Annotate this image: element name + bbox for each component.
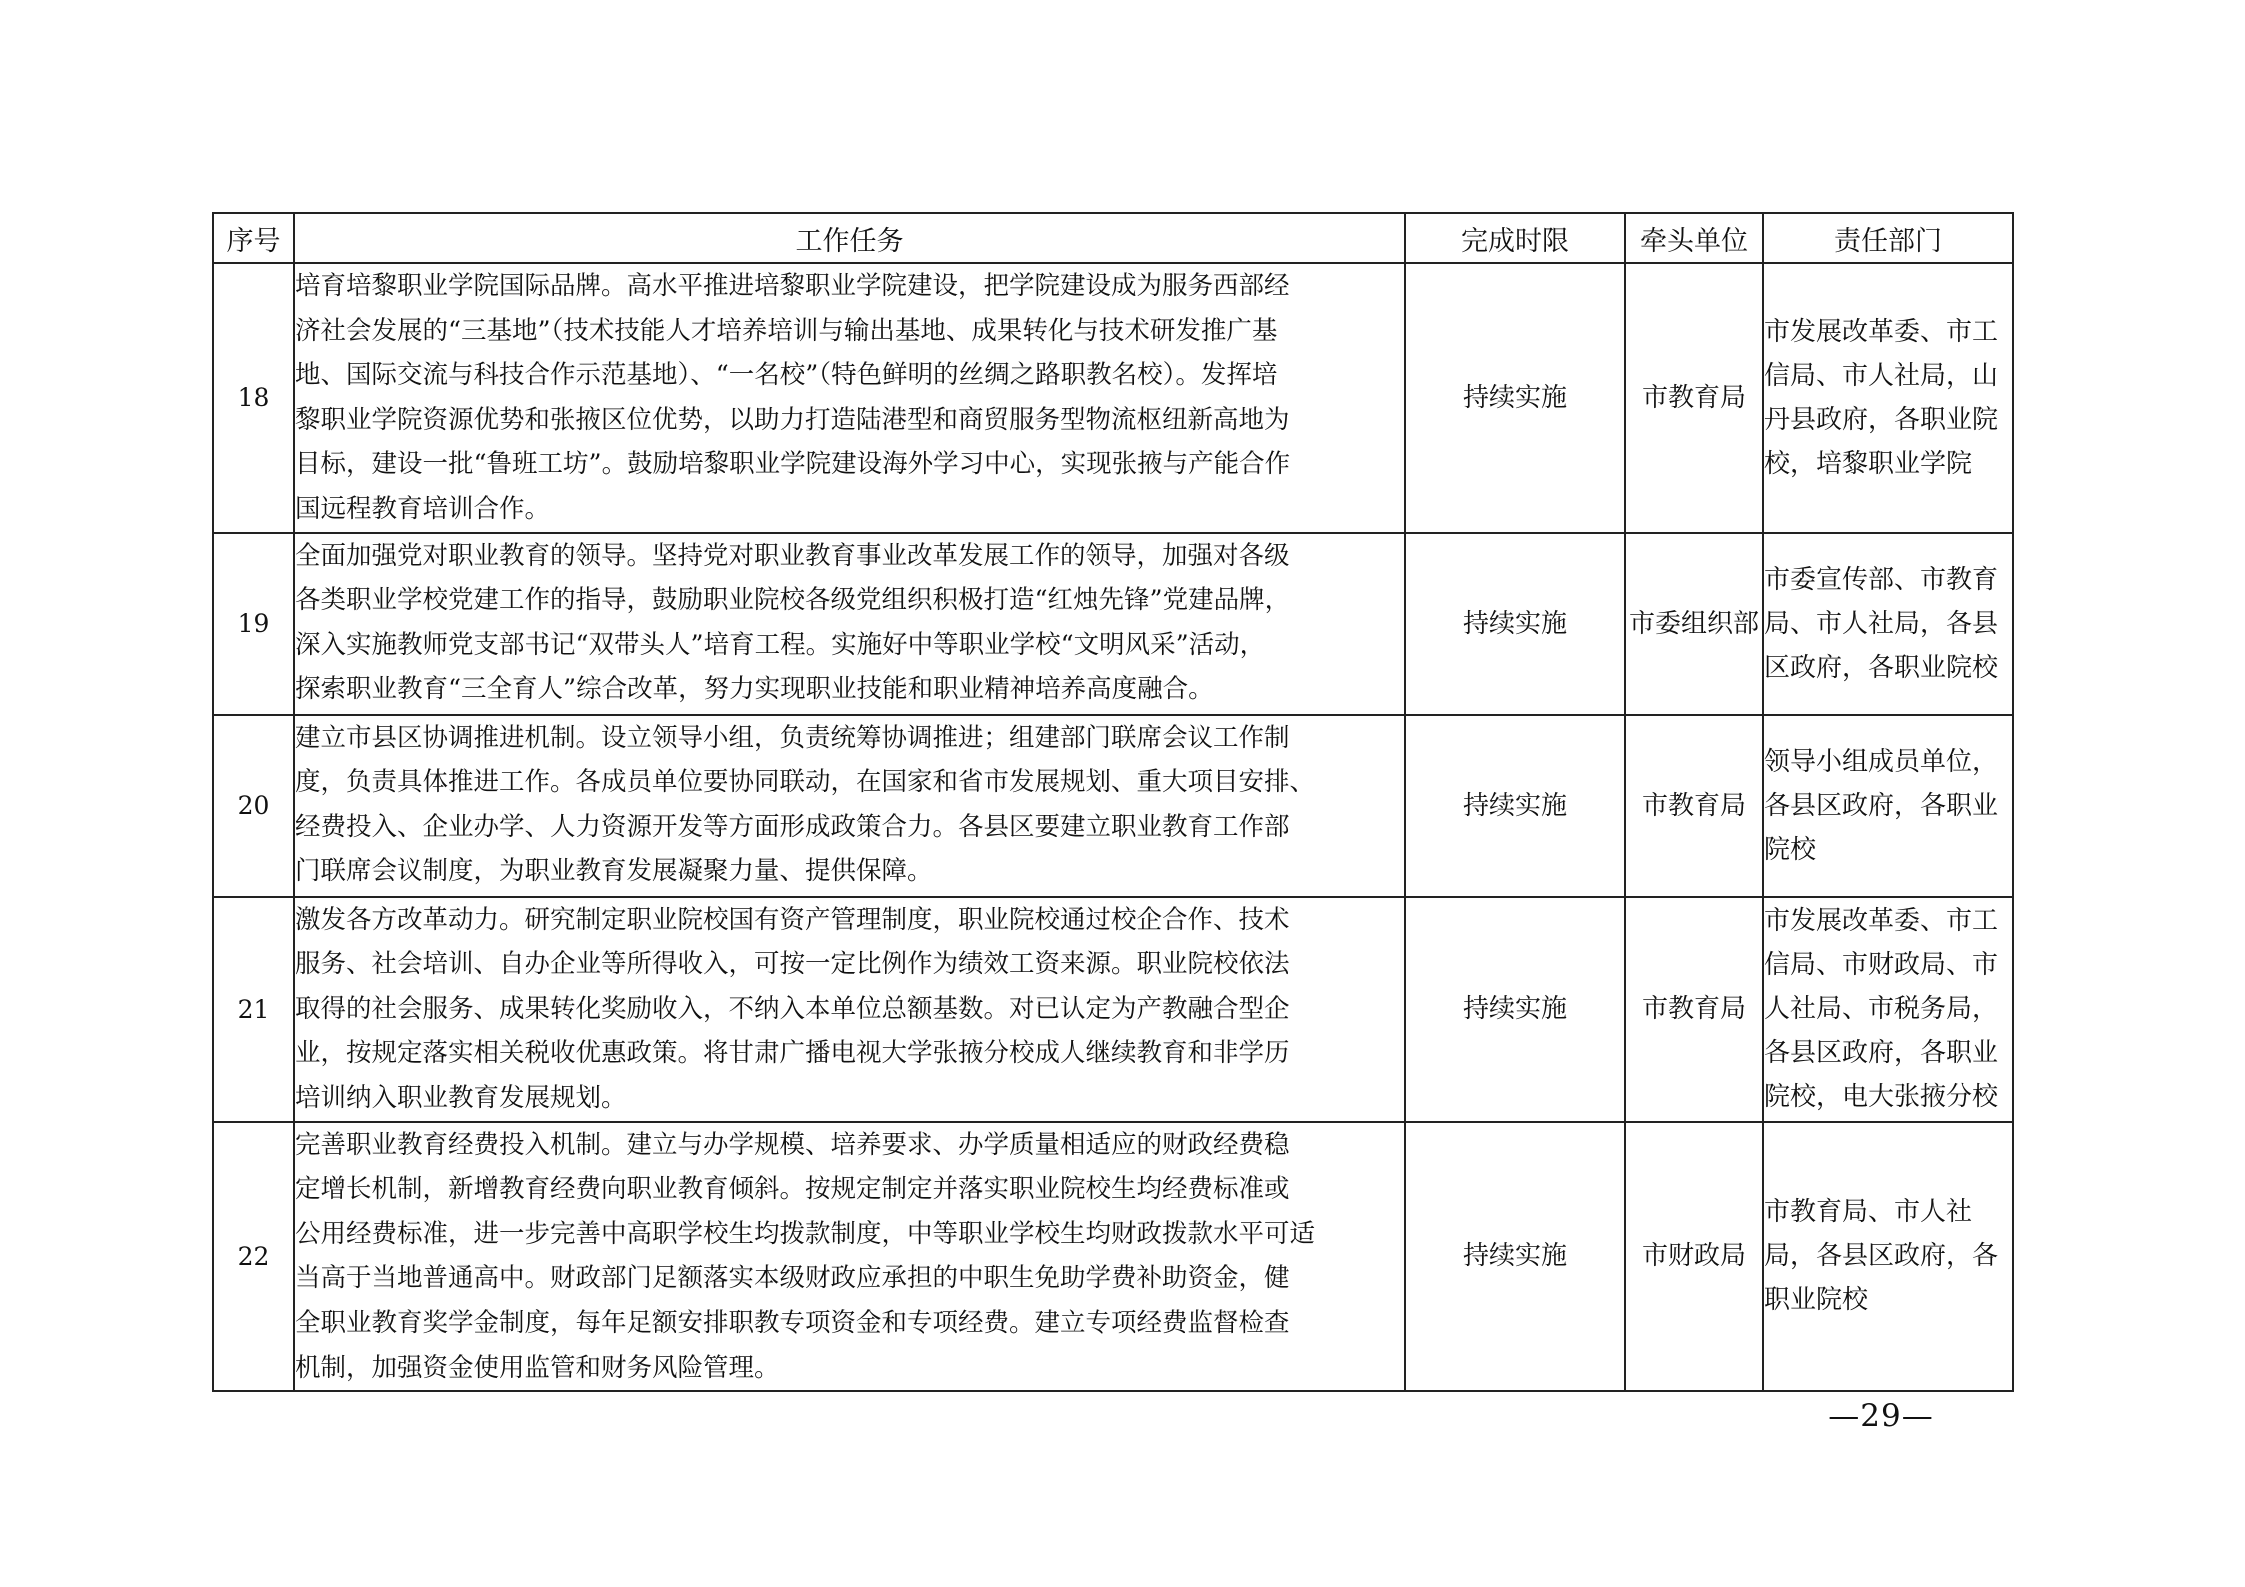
header-deadline: 完成时限 xyxy=(1405,213,1625,263)
row-deadline: 持续实施 xyxy=(1405,897,1625,1122)
row-lead-unit: 市教育局 xyxy=(1625,897,1763,1122)
row-lead-unit: 市教育局 xyxy=(1625,715,1763,897)
row-responsible-dept: 市委宣传部、市教育 局、市人社局，各县 区政府，各职业院校 xyxy=(1763,533,2013,715)
table-row xyxy=(213,897,2013,1122)
table-row xyxy=(213,533,2013,715)
row-seq: 19 xyxy=(213,533,294,715)
row-responsible-dept: 市教育局、市人社 局，各县区政府，各 职业院校 xyxy=(1763,1122,2013,1392)
row-seq: 20 xyxy=(213,715,294,897)
table-row xyxy=(213,715,2013,897)
task-table xyxy=(212,212,2014,1392)
row-deadline: 持续实施 xyxy=(1405,533,1625,715)
row-task: 激发各方改革动力。研究制定职业院校国有资产管理制度，职业院校通过校企合作、技术 服务、社会培训、自办企业等所得收入，可按一定比例作为绩效工资来源。职业院校依法 取得的社会服务、成果转化奖励收入，不纳入本单位总额基数。对已认定为产教融合型企 业，按规定落实相关税收优惠政策。将甘肃广播电视大学张掖分校成人继续教育和非学历 培训纳入职业教育发展规划。 xyxy=(294,897,1405,1122)
row-responsible-dept: 领导小组成员单位， 各县区政府，各职业 院校 xyxy=(1763,715,2013,897)
row-task: 建立市县区协调推进机制。设立领导小组，负责统筹协调推进；组建部门联席会议工作制 度，负责具体推进工作。各成员单位要协同联动，在国家和省市发展规划、重大项目安排、 经费投入、企业办学、人力资源开发等方面形成政策合力。各县区要建立职业教育工作部 门联席会议制度，为职业教育发展凝聚力量、提供保障。 xyxy=(294,715,1405,897)
header-lead-unit: 牵头单位 xyxy=(1625,213,1763,263)
row-task: 全面加强党对职业教育的领导。坚持党对职业教育事业改革发展工作的领导，加强对各级 各类职业学校党建工作的指导，鼓励职业院校各级党组织积极打造“红烛先锋”党建品牌， 深入实施教师党支部书记“双带头人”培育工程。实施好中等职业学校“文明风采”活动， 探索职业教育“三全育人”综合改革，努力实现职业技能和职业精神培养高度融合。 xyxy=(294,533,1405,715)
table-header-row xyxy=(213,213,2013,263)
row-task: 培育培黎职业学院国际品牌。高水平推进培黎职业学院建设，把学院建设成为服务西部经 济社会发展的“三基地”（技术技能人才培养培训与输出基地、成果转化与技术研发推广基 地、国际交流与科技合作示范基地）、“一名校”（特色鲜明的丝绸之路职教名校）。发挥培 黎职业学院资源优势和张掖区位优势，以助力打造陆港型和商贸服务型物流枢纽新高地为 目标，建设一批“鲁班工坊”。鼓励培黎职业学院建设海外学习中心，实现张掖与产能合作 国远程教育培训合作。 xyxy=(294,263,1405,533)
row-deadline: 持续实施 xyxy=(1405,263,1625,533)
page-number: —29— xyxy=(1828,1398,1934,1434)
table-row xyxy=(213,1122,2013,1392)
header-responsible-dept: 责任部门 xyxy=(1763,213,2013,263)
row-responsible-dept: 市发展改革委、市工 信局、市财政局、市 人社局、市税务局， 各县区政府，各职业 院校，电大张掖分校 xyxy=(1763,897,2013,1122)
header-seq: 序号 xyxy=(213,213,294,263)
row-seq: 22 xyxy=(213,1122,294,1392)
row-responsible-dept: 市发展改革委、市工 信局、市人社局，山 丹县政府，各职业院 校，培黎职业学院 xyxy=(1763,263,2013,533)
row-seq: 21 xyxy=(213,897,294,1122)
row-seq: 18 xyxy=(213,263,294,533)
row-task: 完善职业教育经费投入机制。建立与办学规模、培养要求、办学质量相适应的财政经费稳 定增长机制，新增教育经费向职业教育倾斜。按规定制定并落实职业院校生均经费标准或 公用经费标准，进一步完善中高职学校生均拨款制度，中等职业学校生均财政拨款水平可适 当高于当地普通高中。财政部门足额落实本级财政应承担的中职生免助学费补助资金，健 全职业教育奖学金制度，每年足额安排职教专项资金和专项经费。建立专项经费监督检查 机制，加强资金使用监管和财务风险管理。 xyxy=(294,1122,1405,1392)
row-deadline: 持续实施 xyxy=(1405,1122,1625,1392)
row-lead-unit: 市教育局 xyxy=(1625,263,1763,533)
header-task: 工作任务 xyxy=(294,213,1405,263)
row-deadline: 持续实施 xyxy=(1405,715,1625,897)
row-lead-unit: 市委组织部 xyxy=(1625,533,1763,715)
table-row xyxy=(213,263,2013,533)
row-lead-unit: 市财政局 xyxy=(1625,1122,1763,1392)
